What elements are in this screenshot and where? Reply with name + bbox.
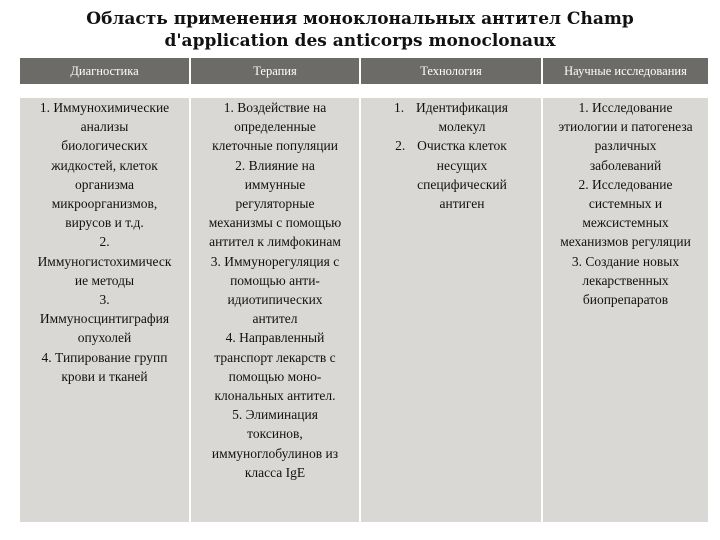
cell-line: класса IgE xyxy=(244,464,306,480)
cell-line: жидкостей, клеток xyxy=(51,157,158,173)
cell-line: 3. Создание новых xyxy=(571,253,680,269)
cell-line: транспорт лекарств с xyxy=(214,349,336,365)
item-text: Идентификация xyxy=(416,100,508,115)
technology-item xyxy=(363,136,539,155)
technology-item xyxy=(363,175,539,194)
cell-line: 2. Влияние на xyxy=(235,157,315,173)
cell-line: иммунные xyxy=(244,176,306,192)
content-row xyxy=(20,98,708,522)
cell-line: механизмы с помощью xyxy=(208,215,342,231)
cell-diagnostics xyxy=(20,98,190,522)
cell-line: различных xyxy=(594,138,657,154)
cell-line: антител xyxy=(252,311,298,327)
item-text: Очистка клеток xyxy=(417,138,507,154)
title-line-fr: d'application des anticorps monoclonaux xyxy=(164,31,556,51)
cell-line: межсистемных xyxy=(582,215,669,231)
cell-line: этиологии и патогенеза xyxy=(558,119,693,135)
cell-line: организма xyxy=(74,176,135,192)
cell-line: 2. Исследование xyxy=(578,176,673,192)
technology-item xyxy=(363,194,539,213)
cell-line: клеточные популяции xyxy=(212,138,338,154)
technology-item xyxy=(363,156,539,175)
cell-line: антител к лимфокинам xyxy=(209,234,341,250)
technology-item xyxy=(363,98,539,117)
cell-therapy xyxy=(190,98,360,522)
cell-line: 4. Типирование групп xyxy=(41,349,168,365)
cell-line: лекарственных xyxy=(582,272,669,288)
cell-line: системных и xyxy=(588,196,663,212)
cell-research xyxy=(542,98,708,522)
item-number: 1. xyxy=(394,100,405,115)
cell-line: клональных антител. xyxy=(214,388,336,404)
cell-line: вирусов и т.д. xyxy=(65,215,144,231)
cell-line: опухолей xyxy=(77,330,132,346)
item-text: антиген xyxy=(439,196,485,212)
cell-line: 3. Иммунорегуляция с xyxy=(210,253,340,269)
cell-line: 1. Исследование xyxy=(578,100,673,115)
cell-line: 2. xyxy=(99,234,110,250)
separator-row xyxy=(20,84,708,98)
cell-line: 1. Воздействие на xyxy=(223,100,327,115)
cell-line: 5. Элиминация xyxy=(232,407,318,423)
header-research: Научные исследования xyxy=(542,58,708,84)
cell-line: крови и тканей xyxy=(61,368,148,384)
cell-line: токсинов, xyxy=(247,426,303,442)
cell-line: механизмов регуляции xyxy=(560,234,691,250)
header-technology: Технология xyxy=(360,58,542,84)
item-number: 2. xyxy=(395,138,406,154)
cell-line: Иммуногистохимическ xyxy=(37,253,172,269)
technology-item xyxy=(363,117,539,136)
item-text: специфический xyxy=(417,176,507,192)
cell-line: заболеваний xyxy=(589,157,662,173)
cell-line: регуляторные xyxy=(235,196,315,212)
cell-line: 3. xyxy=(99,292,110,308)
cell-line: идиотипических xyxy=(227,292,323,308)
header-row xyxy=(20,58,708,84)
cell-line: ие методы xyxy=(74,272,135,288)
cell-line: определенные xyxy=(234,119,316,135)
item-text: несущих xyxy=(436,157,488,173)
applications-table xyxy=(20,58,708,522)
cell-line: помощью анти- xyxy=(230,272,320,288)
cell-line: биологических xyxy=(61,138,148,154)
cell-technology xyxy=(360,98,542,522)
cell-line: микроорганизмов, xyxy=(51,196,158,212)
cell-line: анализы xyxy=(80,119,129,135)
header-therapy: Терапия xyxy=(190,58,360,84)
cell-line: 1. Иммунохимические xyxy=(39,100,170,115)
cell-line: помощью моно- xyxy=(228,368,322,384)
cell-line: 4. Направленный xyxy=(225,330,325,346)
slide-title xyxy=(0,8,720,52)
item-text: молекул xyxy=(438,119,486,135)
cell-line: иммуноглобулинов из xyxy=(211,445,339,461)
title-line-ru: Область применения моноклональных антител Champ xyxy=(86,9,634,29)
header-diagnostics: Диагностика xyxy=(20,58,190,84)
cell-line: Иммуносцинтиграфия xyxy=(39,311,170,327)
cell-line: биопрепаратов xyxy=(582,292,669,308)
